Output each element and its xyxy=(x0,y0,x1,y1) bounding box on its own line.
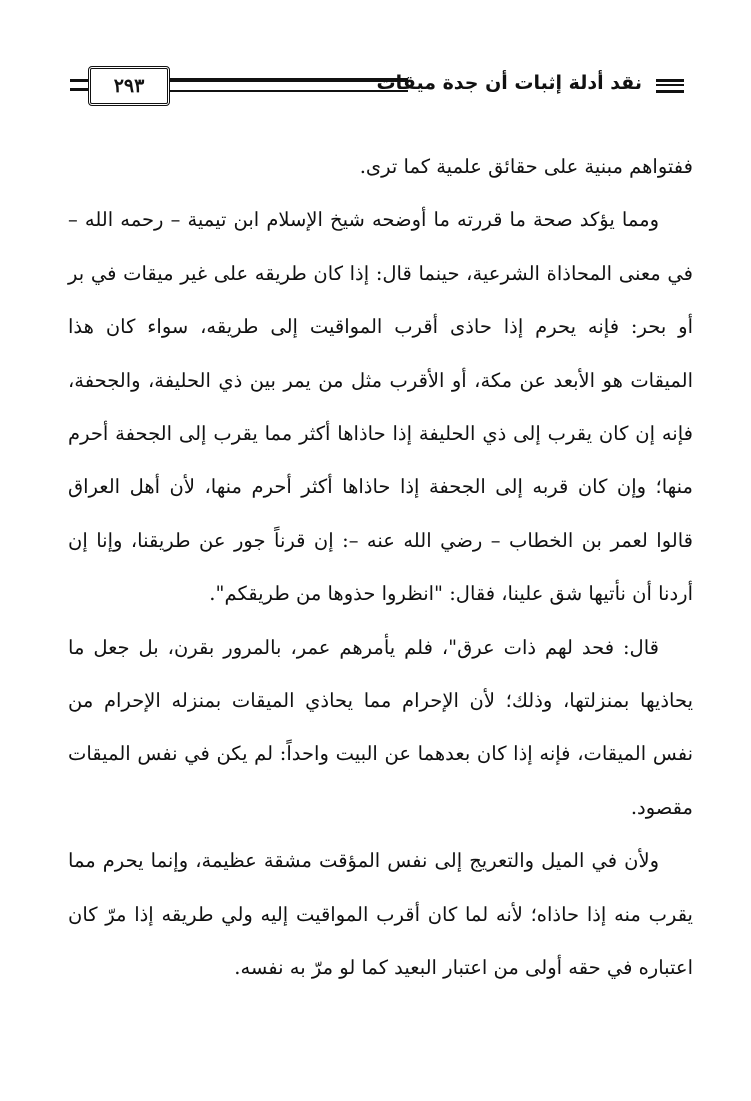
page-number-box xyxy=(88,66,170,106)
header-rule xyxy=(170,78,408,92)
paragraph-3: قال: فحد لهم ذات عرق"، فلم يأمرهم عمر، بالمرور بقرن، بل جعل ما يحاذيها بمنزلتها، وذلك؛ لأن الإحرام مما يحاذي الميقات بمنزله الإحرام من نفس الميقات، فإنه إذا كان بعدهما عن البيت واحداً: لم يكن في نفس الميقات مقصود. xyxy=(68,635,693,819)
header-right-mark xyxy=(656,79,684,93)
running-title: نقد أدلة إثبات أن جدة ميقات xyxy=(376,72,642,94)
paragraph-4: ولأن في الميل والتعريج إلى نفس المؤقت مشقة عظيمة، وإنما يحرم مما يقرب منه إذا حاذاه؛ لأنه لما كان أقرب المواقيت إليه ولي طريقه إذا مرّ كان اعتباره في حقه أولى من اعتبار البعيد كما لو مرّ به نفسه. xyxy=(68,849,693,980)
paragraph-2: ومما يؤكد صحة ما قررته ما أوضحه شيخ الإسلام ابن تيمية – رحمه الله – في معنى المحاذاة الشرعية، حينما قال: إذا كان طريقه على غير ميقات في بر أو بحر: فإنه يحرم إذا حاذى أقرب المواقيت إلى طريقه، سواء كان هذا الميقات هو الأبعد عن مكة، أو الأقرب مثل من يمر بين ذي الحليفة، والجحفة، فإنه إن كان يقرب إلى ذي الحليفة إذا حاذاها أكثر مما يقرب إلى الجحفة أحرم منها؛ وإن كان قربه إلى الجحفة إذا حاذاها أكثر أحرم منها، لأن أهل العراق قالوا لعمر بن الخطاب – رضي الله عنه –: إن قرناً جور عن طريقنا، وإنا إن أردنا أن نأتيها شق علينا، فقال: "انظروا حذوها من طريقكم". xyxy=(68,208,693,606)
page-header xyxy=(70,66,684,110)
page-body xyxy=(68,140,693,995)
header-left-rule xyxy=(70,79,88,91)
paragraph-1: ففتواهم مبنية على حقائق علمية كما ترى. xyxy=(359,155,693,178)
page-number: ٢٩٣ xyxy=(113,75,145,97)
